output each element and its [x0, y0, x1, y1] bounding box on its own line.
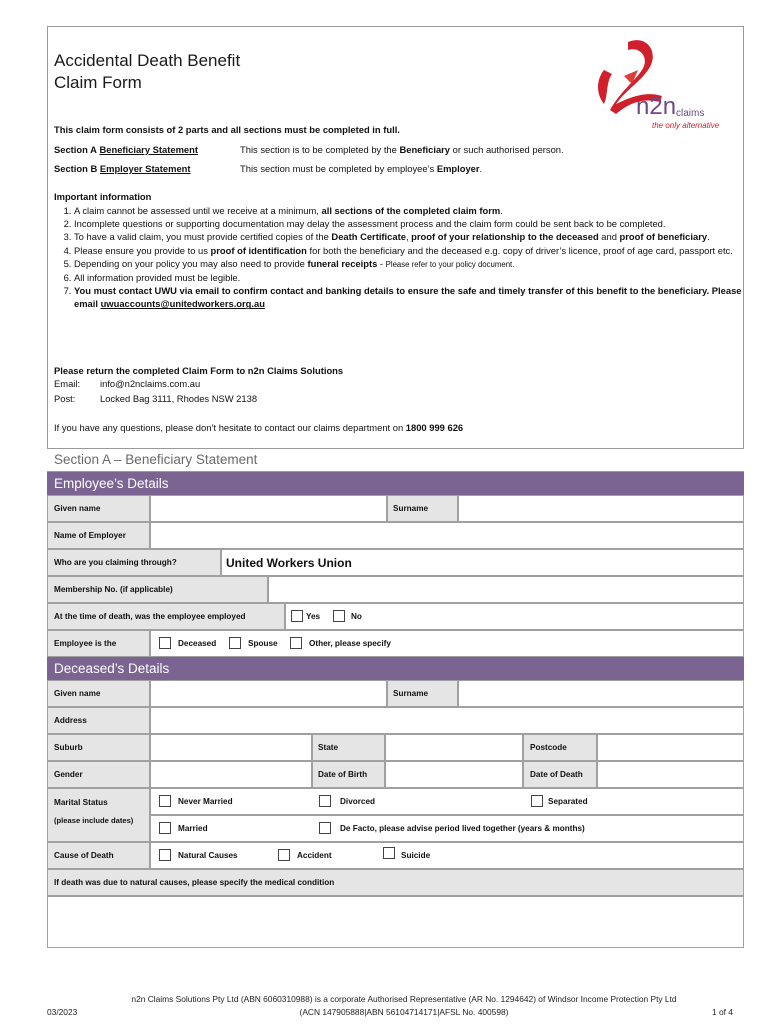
claiming-through-label: Who are you claiming through? [47, 549, 221, 576]
deceased-surname-input[interactable] [458, 680, 744, 707]
title-line-1: Accidental Death Benefit [54, 51, 241, 70]
accident-checkbox[interactable] [278, 849, 290, 861]
employed-no-label: No [351, 612, 362, 621]
married-label: Married [178, 824, 208, 833]
never-married-checkbox[interactable] [159, 795, 171, 807]
dob-label: Date of Birth [312, 761, 385, 788]
employed-no-checkbox[interactable] [333, 610, 345, 622]
membership-label: Membership No. (if applicable) [47, 576, 268, 603]
section-a-desc [240, 144, 564, 156]
important-item: 6. All information provided must be legible. [74, 271, 758, 284]
section-a-desc-bold: Beneficiary [399, 144, 451, 155]
other-checkbox[interactable] [290, 637, 302, 649]
uwu-email-link[interactable]: uwuaccounts@unitedworkers.org.au [100, 298, 265, 310]
dod-input[interactable] [597, 761, 744, 788]
employed-yes-label: Yes [306, 612, 321, 621]
title-line-2: Claim Form [54, 73, 142, 92]
state-label: State [312, 734, 385, 761]
deceased-surname-label: Surname [387, 680, 458, 707]
cause-of-death-label: Cause of Death [47, 842, 150, 869]
important-list [54, 204, 758, 311]
dob-input[interactable] [385, 761, 523, 788]
accident-label: Accident [297, 851, 332, 860]
employed-question-label: At the time of death, was the employee employed [47, 603, 285, 630]
never-married-label: Never Married [178, 797, 233, 806]
section-a-name: Beneficiary Statement [99, 144, 198, 155]
marital-status-label: Marital Status (please include dates) [47, 788, 150, 842]
divorced-checkbox[interactable] [319, 795, 331, 807]
post-value: Locked Bag 3111, Rhodes NSW 2138 [100, 393, 258, 404]
natural-condition-label: If death was due to natural causes, please specify the medical condition [47, 869, 744, 896]
de-facto-label: De Facto, please advise period lived together (years & months) [340, 824, 585, 833]
deceased-given-name-input[interactable] [150, 680, 387, 707]
section-a-desc-pre: This section is to be completed by the [240, 144, 400, 155]
important-item: 5. Depending on your policy you may also need to provide funeral receipts - Please refer to your policy document. [74, 257, 758, 271]
questions-text: If you have any questions, please don’t hesitate to contact our claims department on 1800 999 626 [54, 422, 464, 433]
form-title [54, 50, 240, 94]
deceased-option-label: Deceased [178, 639, 217, 648]
claiming-through-input[interactable] [221, 549, 744, 576]
address-input[interactable] [150, 707, 744, 734]
section-a-desc-post: or such authorised person. [450, 144, 564, 155]
employee-given-name-input[interactable] [150, 495, 387, 522]
address-label: Address [47, 707, 150, 734]
marital-row-1 [150, 788, 744, 815]
important-item: 1. A claim cannot be assessed until we receive at a minimum, all sections of the completed claim form. [74, 204, 758, 217]
important-item: 4. Please ensure you provide to us proof of identification for both the beneficiary and the deceased e.g. copy of driver’s licence, proof of age card, passport etc. [74, 244, 758, 257]
employee-surname-label: Surname [387, 495, 458, 522]
deceased-checkbox[interactable] [159, 637, 171, 649]
footer-date: 03/2023 [47, 1007, 78, 1017]
de-facto-checkbox[interactable] [319, 822, 331, 834]
email-value[interactable]: info@n2nclaims.com.au [100, 378, 201, 389]
section-b-desc-post: . [479, 163, 483, 174]
post-label: Post: [54, 393, 76, 404]
other-option-label: Other, please specify [309, 639, 391, 648]
email-label: Email: [54, 378, 81, 389]
deceased-details-band: Deceased’s Details [47, 657, 744, 680]
marital-row-2 [150, 815, 744, 842]
logo-wordmark: n2n [636, 93, 677, 120]
logo-word-claims: claims [676, 108, 705, 119]
married-checkbox[interactable] [159, 822, 171, 834]
employed-options [285, 603, 744, 630]
natural-condition-input[interactable] [47, 896, 744, 948]
postcode-input[interactable] [597, 734, 744, 761]
important-item: 3. To have a valid claim, you must provide certified copies of the Death Certificate, proof of your relationship to the deceased and proof of beneficiary. [74, 230, 758, 243]
employer-name-label: Name of Employer [47, 522, 150, 549]
n2n-claims-logo [590, 36, 740, 136]
claiming-through-value: United Workers Union [226, 556, 352, 570]
suicide-label: Suicide [401, 851, 431, 860]
spouse-checkbox[interactable] [229, 637, 241, 649]
membership-input[interactable] [268, 576, 744, 603]
natural-causes-checkbox[interactable] [159, 849, 171, 861]
natural-causes-label: Natural Causes [178, 851, 238, 860]
section-a-prefix: Section A [54, 144, 97, 155]
postcode-label: Postcode [523, 734, 597, 761]
dod-label: Date of Death [523, 761, 597, 788]
section-a-ref [54, 144, 198, 156]
employee-is-options [150, 630, 744, 657]
footer-line-1: n2n Claims Solutions Pty Ltd (ABN 6060310988) is a corporate Authorised Representative (AR No. 1294642) of Windsor Income Protection Pty Ltd [131, 994, 677, 1004]
employee-surname-input[interactable] [458, 495, 744, 522]
employee-details-band: Employee’s Details [47, 472, 744, 495]
employer-name-input[interactable] [150, 522, 744, 549]
suicide-checkbox[interactable] [383, 847, 395, 859]
suburb-label: Suburb [47, 734, 150, 761]
section-b-desc-bold: Employer [436, 163, 480, 174]
deceased-given-name-label: Given name [47, 680, 150, 707]
separated-label: Separated [548, 797, 588, 806]
return-heading: Please return the completed Claim Form to n2n Claims Solutions [54, 365, 344, 376]
employee-is-label: Employee is the [47, 630, 150, 657]
intro-lead: This claim form consists of 2 parts and all sections must be completed in full. [54, 124, 400, 135]
section-b-desc-pre: This section must be completed by employee’s [240, 163, 437, 174]
section-b-ref [54, 163, 191, 175]
important-item: 7. You must contact UWU via email to confirm contact and banking details to ensure the safe and timely transfer of this benefit to the beneficiary. Please email uwuaccounts@unitedworkers.org.au [74, 284, 758, 310]
section-a-title: Section A – Beneficiary Statement [47, 448, 744, 472]
employee-given-name-label: Given name [47, 495, 150, 522]
gender-label: Gender [47, 761, 150, 788]
logo-tagline: the only alternative [652, 121, 720, 130]
employed-yes-checkbox[interactable] [291, 610, 303, 622]
divorced-label: Divorced [340, 797, 376, 806]
section-b-prefix: Section B [54, 163, 98, 174]
separated-checkbox[interactable] [531, 795, 543, 807]
section-b-desc [240, 163, 482, 175]
gender-input[interactable] [150, 761, 312, 788]
spouse-option-label: Spouse [248, 639, 278, 648]
cause-options [150, 842, 744, 869]
footer-page-number: 1 of 4 [712, 1007, 733, 1017]
footer-line-2: (ACN 147905888|ABN 56104714171|AFSL No. 400598) [299, 1007, 509, 1017]
claims-phone: 1800 999 626 [405, 422, 464, 433]
state-input[interactable] [385, 734, 523, 761]
suburb-input[interactable] [150, 734, 312, 761]
section-b-name: Employer Statement [99, 163, 191, 174]
important-heading: Important information [54, 191, 152, 202]
important-item: 2. Incomplete questions or supporting documentation may delay the assessment process and the claim form could be sent back to be completed. [74, 217, 758, 230]
